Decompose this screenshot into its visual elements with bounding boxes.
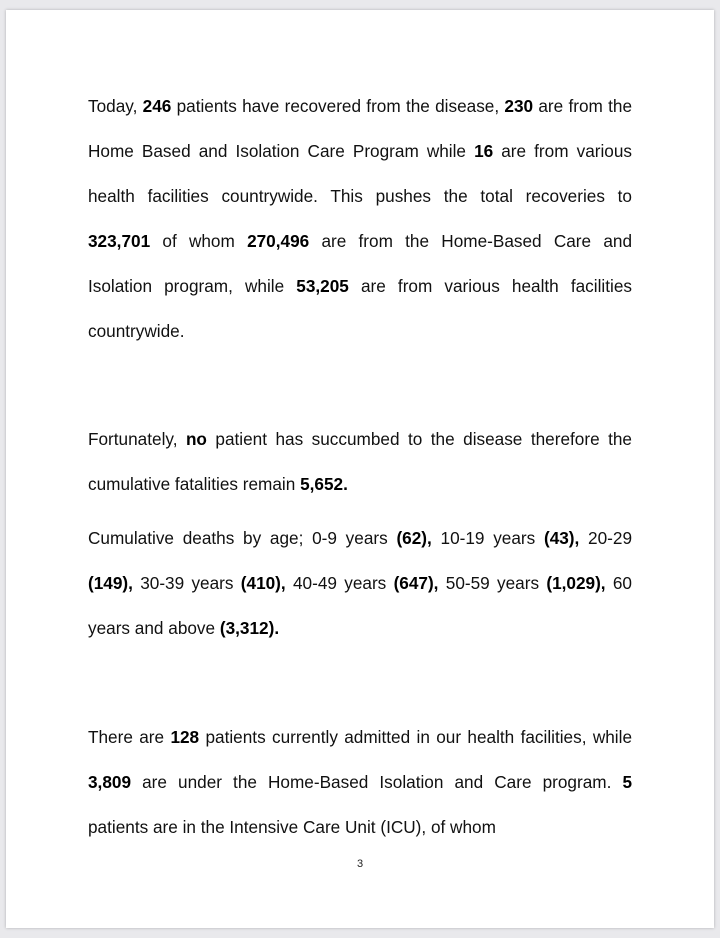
bold-figure: (3,312). bbox=[219, 618, 280, 638]
bold-figure: 5 bbox=[622, 772, 632, 792]
bold-figure: 16 bbox=[474, 141, 494, 161]
bold-figure: (62), bbox=[396, 528, 432, 548]
paragraph-admissions bbox=[88, 715, 632, 850]
text-run: are from the Home Based and Isolation Care Program while bbox=[88, 96, 633, 161]
bold-figure: no bbox=[185, 429, 207, 449]
text-run: 30-39 years bbox=[132, 573, 241, 593]
text-run: patient has succumbed to the disease therefore the cumulative fatalities remain bbox=[88, 429, 632, 494]
bold-figure: 128 bbox=[170, 727, 200, 747]
text-run: patients currently admitted in our health facilities, while bbox=[199, 727, 632, 747]
text-run: 10-19 years bbox=[431, 528, 544, 548]
bold-figure: (1,029), bbox=[546, 573, 606, 593]
document-page bbox=[6, 10, 714, 928]
text-run: of whom bbox=[150, 231, 248, 251]
text-run: are from various health facilities countrywide. bbox=[88, 276, 632, 341]
paragraph-deaths-by-age bbox=[88, 516, 632, 651]
text-run: are from various health facilities countrywide. This pushes the total recoveries to bbox=[88, 141, 633, 206]
paragraph-recoveries bbox=[88, 84, 632, 354]
text-run: 40-49 years bbox=[285, 573, 394, 593]
text-run: are from the Home-Based Care and Isolation program, while bbox=[88, 231, 633, 296]
bold-figure: 230 bbox=[504, 96, 534, 116]
bold-figure: (647), bbox=[393, 573, 439, 593]
text-run: Cumulative deaths by age; 0-9 years bbox=[88, 528, 397, 548]
bold-figure: 323,701 bbox=[88, 231, 151, 251]
paragraph-fatalities bbox=[88, 417, 632, 507]
text-run: 20-29 bbox=[579, 528, 633, 548]
text-run: Fortunately, bbox=[88, 429, 186, 449]
bold-figure: 5,652. bbox=[300, 474, 348, 494]
text-run: 60 years and above bbox=[88, 573, 632, 638]
bold-figure: (149), bbox=[88, 573, 133, 593]
text-run: There are bbox=[88, 727, 171, 747]
bold-figure: 3,809 bbox=[88, 772, 132, 792]
bold-figure: 53,205 bbox=[296, 276, 349, 296]
text-run: patients are in the Intensive Care Unit (ICU), of whom bbox=[88, 817, 496, 837]
bold-figure: (43), bbox=[543, 528, 580, 548]
page-number: 3 bbox=[356, 858, 364, 870]
text-run: 50-59 years bbox=[438, 573, 547, 593]
bold-figure: 246 bbox=[142, 96, 172, 116]
bold-figure: (410), bbox=[240, 573, 286, 593]
text-run: patients have recovered from the disease, bbox=[171, 96, 505, 116]
text-run: are under the Home-Based Isolation and Care program. bbox=[131, 772, 623, 792]
text-run: Today, bbox=[88, 96, 143, 116]
bold-figure: 270,496 bbox=[247, 231, 310, 251]
